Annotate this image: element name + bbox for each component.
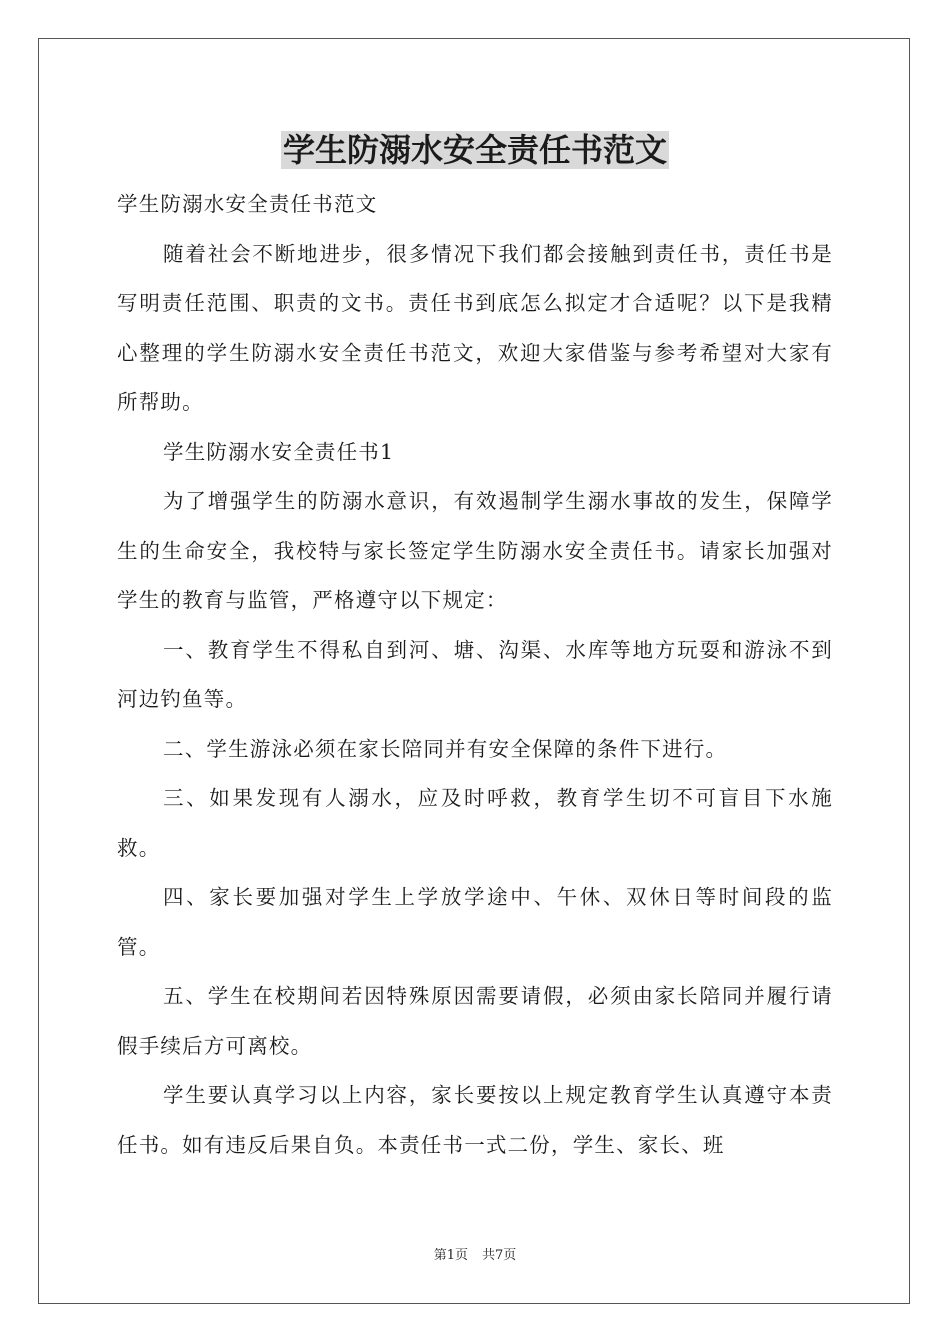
document-body: [117, 180, 833, 1170]
paragraph-rule-2: 二、学生游泳必须在家长陪同并有安全保障的条件下进行。: [163, 736, 728, 761]
page-footer: [0, 1246, 950, 1266]
paragraph-rule-4: 四、家长要加强对学生上学放学途中、午休、双休日等时间段的监管。: [117, 885, 833, 959]
document-title-text: 学生防溺水安全责任书范文: [282, 131, 667, 169]
paragraph-rule-5: 五、学生在校期间若因特殊原因需要请假，必须由家长陪同并履行请假手续后方可离校。: [117, 984, 833, 1058]
paragraph-rule-3: 三、如果发现有人溺水，应及时呼救，教育学生切不可盲目下水施救。: [117, 786, 833, 860]
paragraph-closing: 学生要认真学习以上内容，家长要按以上规定教育学生认真遵守本责任书。如有违反后果自负。本责任书一式二份，学生、家长、班: [117, 1083, 833, 1157]
paragraph-section-heading: 学生防溺水安全责任书1: [163, 439, 395, 464]
page-total: 共7页: [482, 1248, 517, 1263]
page-number: 第1页: [433, 1248, 468, 1263]
paragraph-preamble: 为了增强学生的防溺水意识，有效遏制学生溺水事故的发生，保障学生的生命安全，我校特与家长签定学生防溺水安全责任书。请家长加强对学生的教育与监管，严格遵守以下规定：: [117, 489, 833, 612]
paragraph-intro: 随着社会不断地进步，很多情况下我们都会接触到责任书，责任书是写明责任范围、职责的文书。责任书到底怎么拟定才合适呢？以下是我精心整理的学生防溺水安全责任书范文，欢迎大家借鉴与参考希望对大家有所帮助。: [117, 241, 833, 414]
paragraph-rule-1: 一、教育学生不得私自到河、塘、沟渠、水库等地方玩耍和游泳不到河边钓鱼等。: [117, 637, 833, 711]
paragraph-subtitle: 学生防溺水安全责任书范文: [117, 192, 378, 216]
document-title: [0, 126, 950, 174]
